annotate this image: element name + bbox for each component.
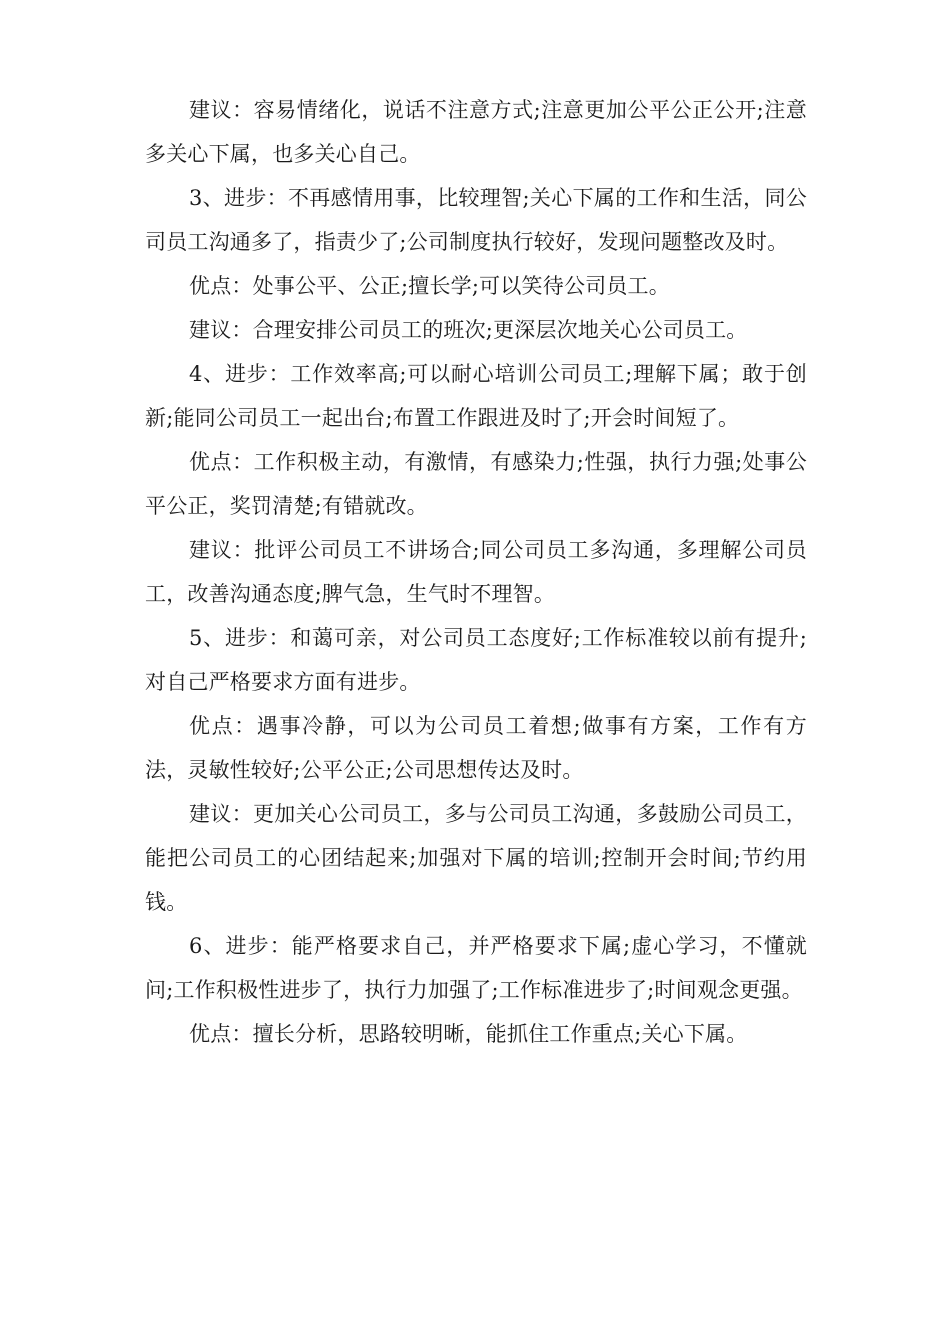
paragraph-suggestion-4: 建议：批评公司员工不讲场合;同公司员工多沟通，多理解公司员工，改善沟通态度;脾气急，生气时不理智。: [145, 538, 807, 606]
paragraph-progress-5: 5、进步：和蔼可亲，对公司员工态度好;工作标准较以前有提升;对自己严格要求方面有进步。: [145, 626, 807, 694]
paragraph-progress-4: 4、进步：工作效率高;可以耐心培训公司员工;理解下属；敢于创新;能同公司员工一起出台;布置工作跟进及时了;开会时间短了。: [145, 362, 807, 430]
paragraph-suggestion-3: 建议：合理安排公司员工的班次;更深层次地关心公司员工。: [189, 318, 748, 342]
paragraph-suggestion-1: 建议：容易情绪化，说话不注意方式;注意更加公平公正公开;注意多关心下属，也多关心自己。: [145, 98, 807, 166]
paragraph-progress-3: 3、进步：不再感情用事，比较理智;关心下属的工作和生活，同公司员工沟通多了，指责少了;公司制度执行较好，发现问题整改及时。: [145, 186, 807, 254]
paragraph-suggestion-5: 建议：更加关心公司员工，多与公司员工沟通，多鼓励公司员工，能把公司员工的心团结起来;加强对下属的培训;控制开会时间;节约用钱。: [145, 802, 807, 914]
paragraph-strength-6: 优点：擅长分析，思路较明晰，能抓住工作重点;关心下属。: [189, 1022, 748, 1046]
paragraph-progress-6: 6、进步：能严格要求自己，并严格要求下属;虚心学习，不懂就问;工作积极性进步了，执行力加强了;工作标准进步了;时间观念更强。: [145, 934, 807, 1002]
paragraph-strength-3: 优点：处事公平、公正;擅长学;可以笑待公司员工。: [189, 274, 670, 298]
document-body: [145, 88, 807, 1056]
paragraph-strength-5: 优点：遇事冷静，可以为公司员工着想;做事有方案，工作有方法，灵敏性较好;公平公正;公司思想传达及时。: [145, 714, 807, 782]
paragraph-strength-4: 优点：工作积极主动，有激情，有感染力;性强，执行力强;处事公平公正，奖罚清楚;有错就改。: [145, 450, 807, 518]
